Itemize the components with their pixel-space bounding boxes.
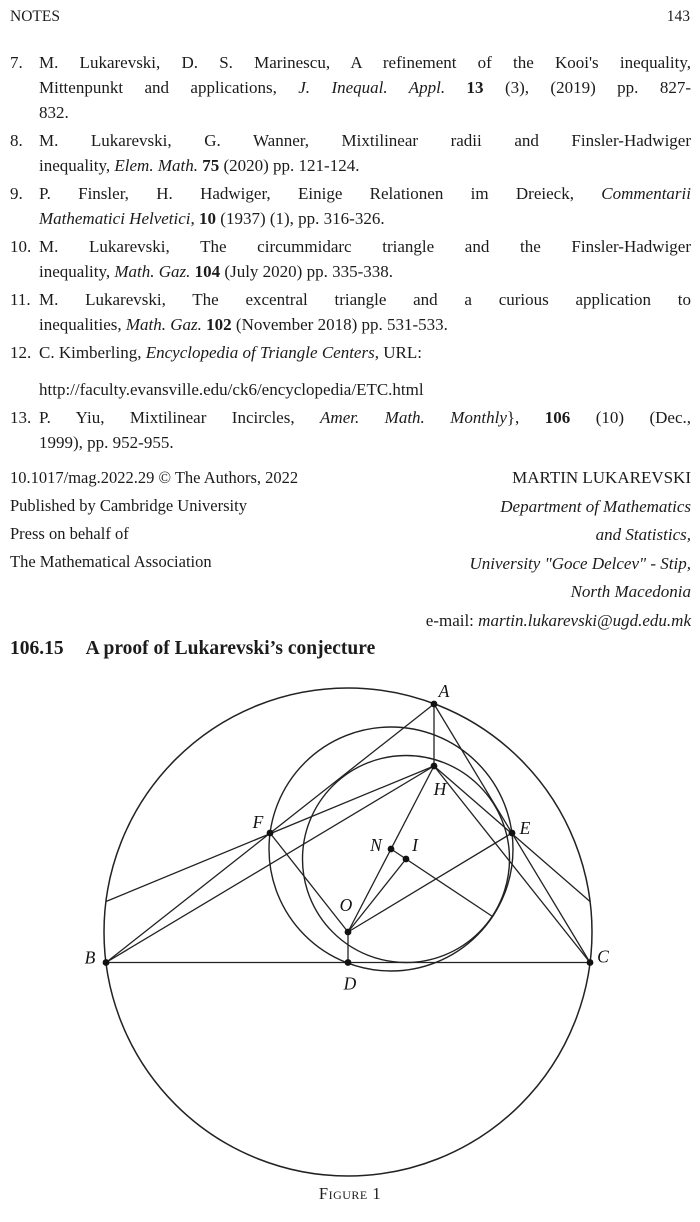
reference-number: 7. <box>10 53 23 72</box>
point-label-F: F <box>252 812 264 833</box>
reference-line: 832. <box>39 103 69 122</box>
point-dot-C <box>587 959 594 966</box>
point-label-H: H <box>433 779 447 800</box>
doi-line: 10.1017/mag.2022.29 © The Authors, 2022 <box>10 468 299 487</box>
point-label-D: D <box>343 973 357 994</box>
point-dot-B <box>103 959 110 966</box>
reference-item <box>10 50 691 125</box>
reference-line: M. Lukarevski, The circummidarc triangle and the Finsler-Hadwiger <box>39 237 691 256</box>
reference-line: M. Lukarevski, G. Wanner, Mixtilinear radii and Finsler-Hadwiger <box>39 131 691 150</box>
reference-item <box>10 405 691 455</box>
point-dot-A <box>431 701 438 708</box>
reference-line: P. Finsler, H. Hadwiger, Einige Relationen im Dreieck, Commentarii <box>39 184 691 203</box>
point-dot-F <box>267 830 274 837</box>
section-heading <box>10 638 375 660</box>
author-country: North Macedonia <box>570 582 691 601</box>
figure-caption: Figure 1 <box>318 1184 382 1203</box>
page-header <box>10 8 690 26</box>
section-number: 106.15 <box>10 638 64 659</box>
point-dot-I <box>403 856 410 863</box>
point-label-B: B <box>84 947 96 968</box>
reference-number: 9. <box>10 184 23 203</box>
reference-line: Mittenpunkt and applications, J. Inequal. Appl. 13 (3), (2019) pp. 827- <box>39 78 691 97</box>
point-dot-E <box>509 830 516 837</box>
point-dot-N <box>388 846 395 853</box>
publisher-line-1: Published by Cambridge University <box>10 496 247 515</box>
point-label-E: E <box>519 818 531 839</box>
reference-line: inequality, Elem. Math. 75 (2020) pp. 121-124. <box>39 156 360 175</box>
email-label: e-mail: <box>425 610 479 630</box>
author-email-line <box>426 607 691 636</box>
segment-C-H <box>434 766 590 963</box>
reference-line: C. Kimberling, Encyclopedia of Triangle Centers, URL: <box>39 343 422 362</box>
reference-line: M. Lukarevski, D. S. Marinescu, A refinement of the Kooi's inequality, <box>39 53 691 72</box>
reference-line: inequality, Math. Gaz. 104 (July 2020) pp. 335-338. <box>39 262 393 281</box>
reference-line: 1999), pp. 952-955. <box>39 433 174 452</box>
author-affiliation: University "Goce Delcev" - Stip, <box>469 553 691 573</box>
author-dept-1: Department of Mathematics <box>500 496 691 516</box>
page-number: 143 <box>666 8 690 25</box>
running-head: NOTES <box>10 8 60 25</box>
point-label-A: A <box>438 681 450 702</box>
reference-line: Mathematici Helvetici, 10 (1937) (1), pp. 316-326. <box>39 209 385 228</box>
author-dept-2: and Statistics, <box>595 525 691 544</box>
reference-number: 10. <box>10 237 32 256</box>
reference-line: P. Yiu, Mixtilinear Incircles, Amer. Math. Monthly}, 106 (10) (Dec., <box>39 408 691 427</box>
email-address: martin.lukarevski@ugd.edu.mk <box>478 610 691 630</box>
reference-item <box>10 181 691 231</box>
point-label-C: C <box>597 946 609 967</box>
references-list <box>10 50 691 458</box>
publisher-line-3: The Mathematical Association <box>10 552 212 571</box>
reference-number: 12. <box>10 343 32 362</box>
reference-line: M. Lukarevski, The excentral triangle and a curious application to <box>39 290 691 309</box>
reference-item <box>10 128 691 178</box>
point-label-N: N <box>370 835 382 856</box>
reference-line: inequalities, Math. Gaz. 102 (November 2018) pp. 531-533. <box>39 315 448 334</box>
reference-number: 11. <box>10 290 31 309</box>
reference-number: 13. <box>10 408 32 427</box>
author-name: MARTIN LUKAREVSKI <box>512 468 691 487</box>
author-block <box>426 464 691 635</box>
section-title: A proof of Lukarevski’s conjecture <box>85 638 376 659</box>
point-dot-H <box>431 763 438 770</box>
imprint-block <box>10 464 298 635</box>
publisher-line-2: Press on behalf of <box>10 524 129 543</box>
segment-B-H <box>106 766 434 963</box>
reference-item <box>10 287 691 337</box>
reference-item <box>10 234 691 284</box>
segment-O-I <box>348 859 406 932</box>
point-label-O: O <box>339 895 353 916</box>
point-dot-O <box>345 929 352 936</box>
imprint-author-row <box>10 464 691 635</box>
reference-item <box>10 340 691 402</box>
segment-O-F <box>270 833 348 932</box>
point-dot-D <box>345 959 352 966</box>
reference-line: http://faculty.evansville.edu/ck6/encyclopedia/ETC.html <box>39 380 424 399</box>
point-label-I: I <box>412 835 418 856</box>
reference-number: 8. <box>10 131 23 150</box>
